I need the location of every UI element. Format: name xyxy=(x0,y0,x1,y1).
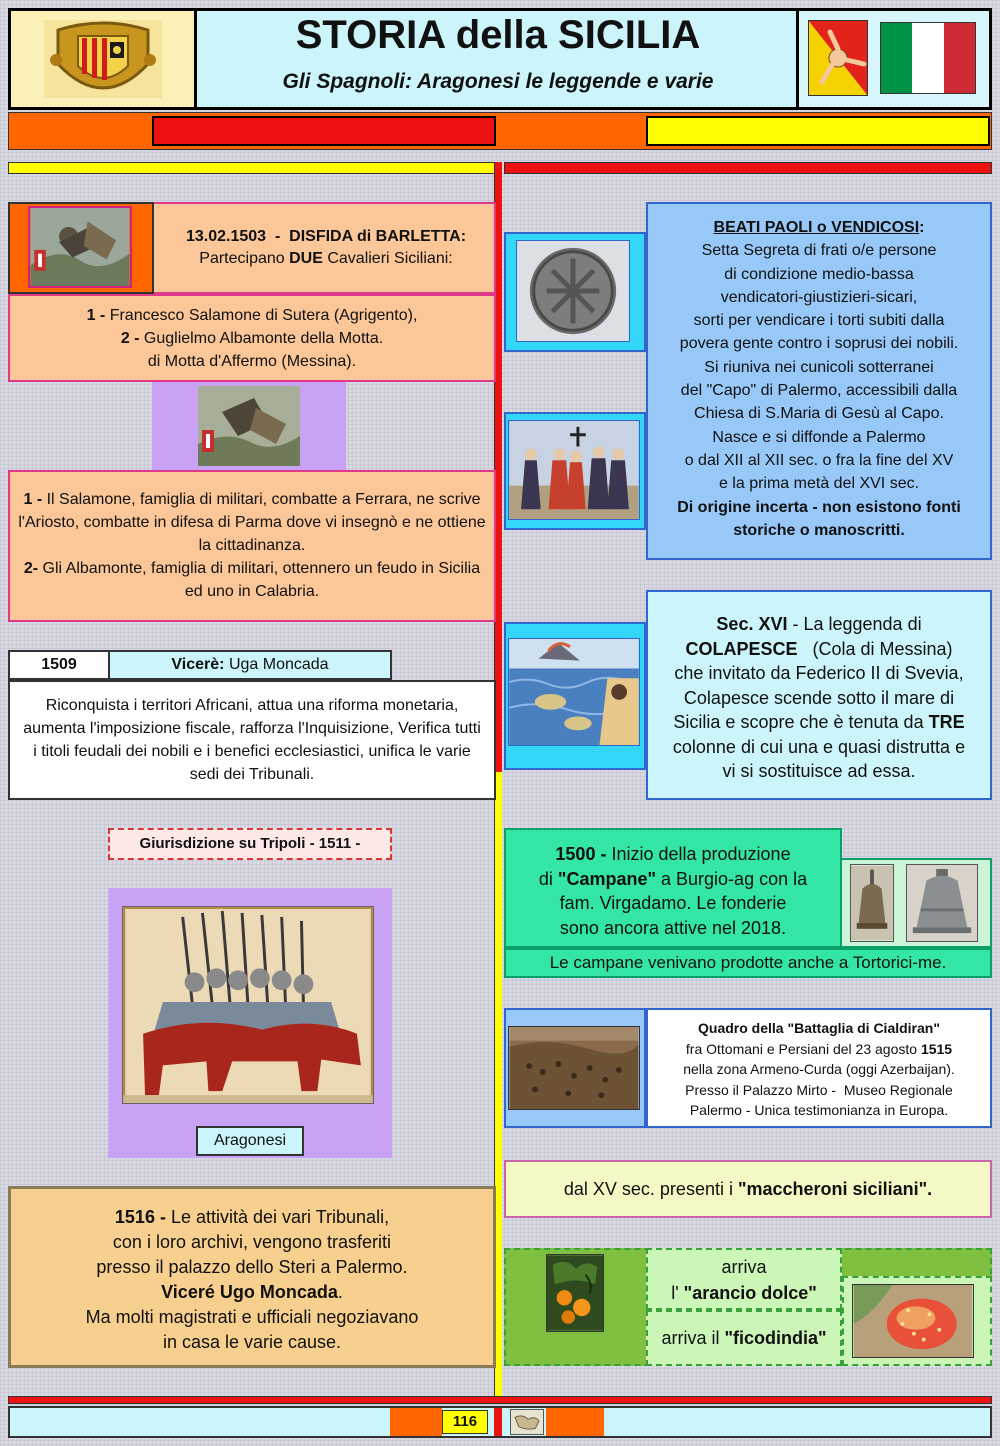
sicily-flag-icon xyxy=(808,20,868,96)
beati-line: di condizione medio-bassa xyxy=(724,265,914,283)
bell-small-image xyxy=(850,864,894,942)
beati-line: Chiesa di S.Maria di Gesù al Capo. xyxy=(694,405,944,423)
beati-line: povera gente contro i soprusi dei nobili. xyxy=(679,335,959,353)
knights-box: 1 - Francesco Salamone di Sutera (Agrigento), 2 - Guglielmo Albamonte della Motta. di Motta d'Affermo (Messina). xyxy=(8,294,496,382)
map-thumbnail-icon xyxy=(510,1409,544,1435)
beati-line: vendicatori-giustizieri-sicari, xyxy=(720,288,918,306)
campane-box: 1500 - Inizio della produzione di "Campane" a Burgio-ag con la fam. Virgadamo. Le fonderie sono ancora attive nel 2018. xyxy=(504,828,842,948)
beati-seal-image xyxy=(516,240,630,342)
ficodindia-box: arriva il "ficodindia" xyxy=(646,1310,842,1366)
aragonesi-caption: Aragonesi xyxy=(196,1126,304,1156)
footer-divider xyxy=(494,1408,502,1436)
header-stripe-red xyxy=(152,116,496,146)
maccheroni-box: dal XV sec. presenti i "maccheroni siciliani". xyxy=(504,1160,992,1218)
orange-tree-image xyxy=(546,1254,604,1332)
header-stripe-yellow xyxy=(646,116,990,146)
tribunali-box: 1516 - Le attività dei vari Tribunali, con i loro archivi, vengono trasferiti presso il palazzo dello Steri a Palermo. Viceré Ugo Moncada. Ma molti magistrati e ufficiali negoziavano in casa le varie cause. xyxy=(8,1186,496,1368)
right-top-bar xyxy=(504,162,992,174)
left-top-bar xyxy=(8,162,496,174)
arancio-box: arriva l' "arancio dolce" xyxy=(646,1248,842,1310)
colapesce-name: COLAPESCE xyxy=(685,638,798,659)
beati-line: Setta Segreta di frati o/e persone xyxy=(701,242,937,260)
colapesce-box: Sec. XVI - La leggenda di COLAPESCE (Cola di Messina) che invitato da Federico II di Svevia, Colapesce scende sotto il mare di Sicilia e scopre che è tenuta da TRE colonne di cui una e quasi distrutta e vi si sostituisce ad essa. xyxy=(646,590,992,800)
beati-line: o dal XII al XII sec. o fra la fine del XV xyxy=(684,451,954,469)
beati-line: e la prima metà del XVI sec. xyxy=(718,475,920,493)
page-title: STORIA della SICILIA xyxy=(295,13,701,57)
page-subtitle: Gli Spagnoli: Aragonesi le leggende e varie xyxy=(282,70,714,93)
page-number: 116 xyxy=(442,1410,488,1434)
bell-large-image xyxy=(906,864,978,942)
barletta-date: 13.02.1503 xyxy=(185,228,267,245)
campane-note: Le campane venivano prodotte anche a Tortorici-me. xyxy=(504,948,992,978)
barletta-title: 13.02.1503 - DISFIDA di BARLETTA: Partecipano DUE Cavalieri Siciliani: xyxy=(185,228,467,267)
cialdiran-painting-image xyxy=(508,1026,640,1110)
beati-line: Nasce e si diffonde a Palermo xyxy=(712,428,926,446)
knights-battle-image xyxy=(198,386,300,466)
beati-line: del "Capo" di Palermo, accessibili dalla xyxy=(680,382,958,400)
italy-flag-icon xyxy=(880,22,976,94)
footer-bar-red xyxy=(8,1396,992,1404)
prickly-pear-image xyxy=(852,1284,974,1358)
cialdiran-box: Quadro della "Battaglia di Cialdiran" fra Ottomani e Persiani del 23 agosto 1515 nella zona Armeno-Curda (oggi Azerbaijan). Presso il Palazzo Mirto - Museo Regionale Palermo - Unica testimonianza in Europa. xyxy=(646,1008,992,1128)
colapesce-image xyxy=(508,638,640,746)
aragonesi-knights-image xyxy=(122,906,374,1104)
footer-orange-left xyxy=(390,1408,442,1436)
tripoli-label: Giurisdizione su Tripoli - 1511 - xyxy=(108,828,392,860)
barletta-heading: DISFIDA di BARLETTA: xyxy=(289,228,467,245)
beati-paoli-box: BEATI PAOLI o VENDICOSI: Setta Segreta di frati o/e persone di condizione medio-bassa vendicatori-giustizieri-sicari, sorti per vendicare i torti subiti dalla povera gente contro i soprusi dei nobili. Si riuniva nei cunicoli sotterranei del "Capo" di Palermo, accessibili dalla Chiesa di S.Maria di Gesù al Capo. Nasce e si diffonde a Palermo o dal XII al XII sec. o fra la fine del XV e la prima metà del XVI sec. Di origine incerta - non esistono fonti storiche o manoscritti. xyxy=(646,202,992,560)
beati-line: Si riuniva nei cunicoli sotterranei xyxy=(704,358,934,376)
viceroy-year: 1509 xyxy=(8,650,110,680)
beati-procession-image xyxy=(508,420,640,520)
barletta-painting-image xyxy=(28,206,132,288)
families-box: 1 - Il Salamone, famiglia di militari, combatte a Ferrara, ne scrive l'Ariosto, combatte in difesa di Parma dove vi insegnò e ne ottiene la cittadinanza. 2- Gli Albamonte, famiglia di militari, ottennero un feudo in Sicilia ed uno in Calabria. xyxy=(8,470,496,622)
coat-of-arms-icon xyxy=(44,20,162,98)
viceroy-name: Vicerè: Uga Moncada xyxy=(108,650,392,680)
beati-line: sorti per vendicare i torti subiti dalla xyxy=(693,312,945,330)
footer-orange-right xyxy=(546,1408,604,1436)
beati-paoli-title: BEATI PAOLI o VENDICOSI xyxy=(713,219,920,236)
viceroy-text: Riconquista i territori Africani, attua una riforma monetaria, aumenta l'imposizione fiscale, rafforza l'Inquisizione, Verifica tutti i titoli feudali dei nobili e i benefici ecclesiastici, unifica le varie sedi dei Tribunali. xyxy=(8,680,496,800)
